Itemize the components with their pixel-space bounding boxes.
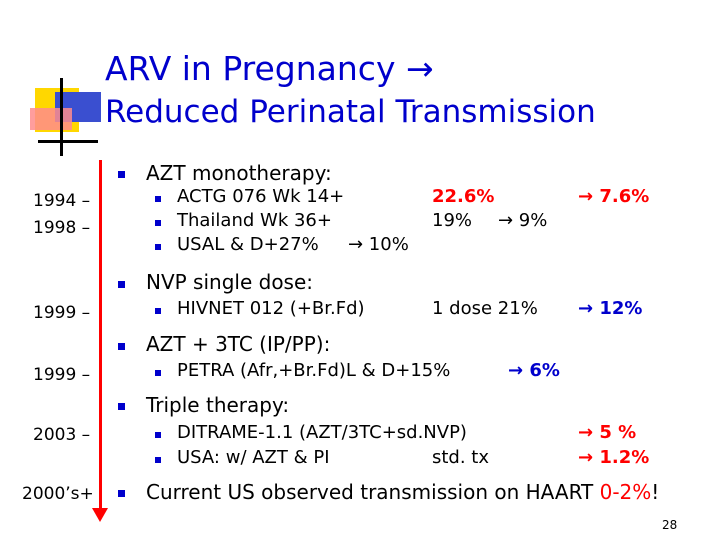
sub-bullet-icon [155,308,161,314]
current-transmission-line [146,480,659,504]
sub-bullet-icon [155,457,161,463]
item-hivnet-before: 1 dose 21% [432,298,538,319]
year-1999-petra: 1999 – [33,365,91,385]
slide-subtitle: Reduced Perinatal Transmission [105,94,596,130]
section-nvp: NVP single dose: [146,270,314,294]
sub-bullet-icon [155,370,161,376]
item-petra-name: PETRA (Afr,+Br.Fd)L & D+15% [177,360,451,381]
section-azt-mono: AZT monotherapy: [146,161,332,185]
bullet-icon [118,343,125,350]
current-transmission-label: Current US observed transmission on HAART [146,480,600,504]
slide-number: 28 [662,518,678,532]
current-transmission-value: 0-2% [599,480,652,504]
item-actg-before: 22.6% [432,186,495,207]
item-thailand-before: 19% [432,210,473,231]
section-triple: Triple therapy: [146,393,290,417]
item-thailand-name: Thailand Wk 36+ [177,210,332,231]
item-usa-name: USA: w/ AZT & PI [177,447,330,468]
item-ditrame-after: → 5 % [578,422,637,443]
item-actg-name: ACTG 076 Wk 14+ [177,186,345,207]
year-1999-nvp: 1999 – [33,303,91,323]
item-hivnet-name: HIVNET 012 (+Br.Fd) [177,298,365,319]
slide-title: ARV in Pregnancy → [105,49,434,88]
section-azt-3tc: AZT + 3TC (IP/PP): [146,332,331,356]
year-1994: 1994 – [33,191,91,211]
year-1998: 1998 – [33,218,91,238]
current-transmission-suffix: ! [651,480,660,504]
item-petra-after: → 6% [508,360,560,381]
sub-bullet-icon [155,196,161,202]
year-2003: 2003 – [33,425,91,445]
sub-bullet-icon [155,220,161,226]
item-thailand-after: → 9% [498,210,548,231]
sub-bullet-icon [155,432,161,438]
sub-bullet-icon [155,244,161,250]
item-usa-after: → 1.2% [578,447,650,468]
item-usal-after: → 10% [348,234,409,255]
bullet-icon [118,490,125,497]
bullet-icon [118,171,125,178]
year-2000s: 2000’s+ [22,484,94,504]
item-hivnet-after: → 12% [578,298,643,319]
item-usal-name: USAL & D+27% [177,234,319,255]
bullet-icon [118,281,125,288]
item-usa-before: std. tx [432,447,490,468]
item-ditrame-name: DITRAME-1.1 (AZT/3TC+sd.NVP) [177,422,467,443]
item-actg-after: → 7.6% [578,186,650,207]
bullet-icon [118,403,125,410]
